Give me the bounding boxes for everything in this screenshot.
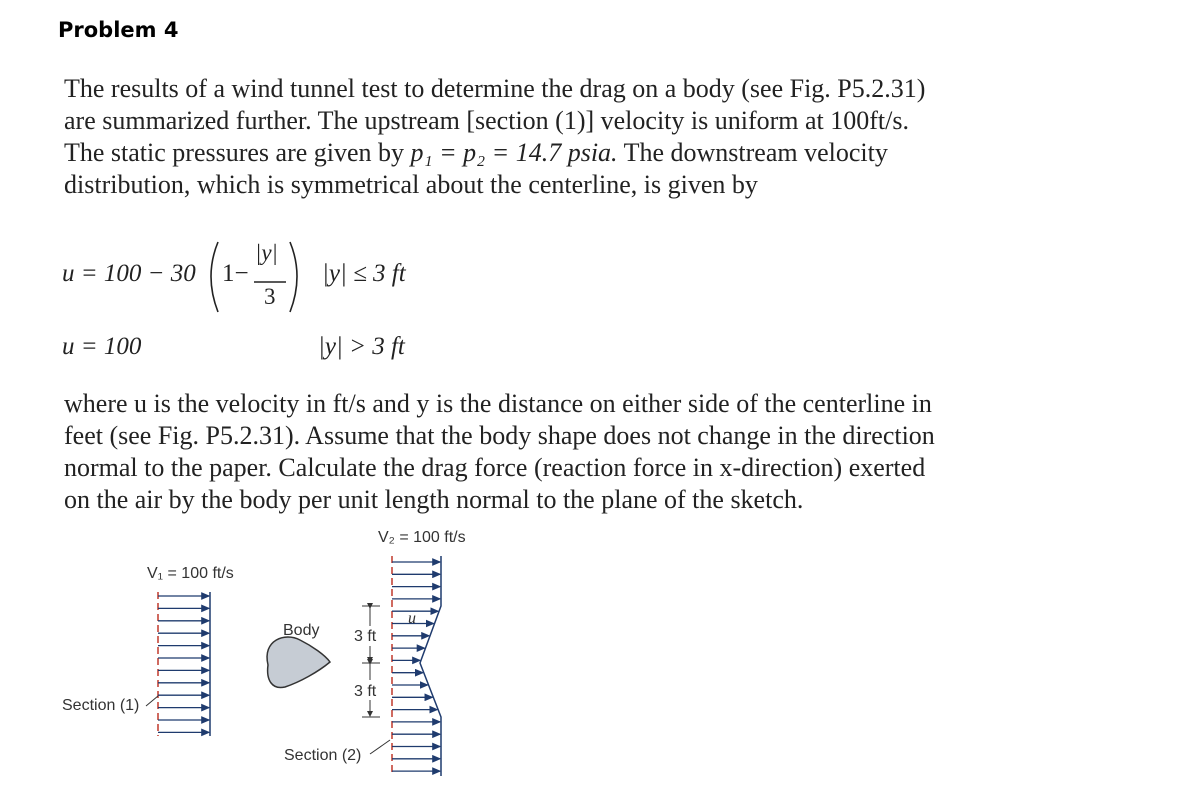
eq2-condition: |y| > 3 ft (318, 333, 405, 360)
v2-label-group (378, 529, 466, 546)
dim-top-label: 3 ft (354, 628, 377, 645)
section-2-profile-line (420, 556, 441, 776)
v2-label: V₂ = 100 ft/s (378, 529, 466, 546)
statement-line-3a: The static pressures are given by (64, 138, 405, 167)
statement-line-3b: The downstream velocity (623, 138, 888, 167)
v1-label: V₁ = 100 ft/s (147, 565, 234, 582)
dimension-marks (352, 606, 380, 717)
problem-heading: Problem 4 (58, 18, 179, 42)
section-1-uniform-profile (158, 592, 210, 736)
task-line-2: feet (see Fig. P5.2.31). Assume that the body shape does not change in the direction (64, 421, 935, 450)
body-shape (267, 637, 330, 688)
pressure-equation: p₁ = p₂ = 14.7 psia. (410, 138, 618, 167)
statement-line-2: are summarized further. The upstream [section (1)] velocity is uniform at 100ft/s. (64, 106, 909, 135)
task-line-4: on the air by the body per unit length normal to the plane of the sketch. (64, 485, 804, 514)
task-line-3: normal to the paper. Calculate the drag force (reaction force in x-direction) exerted (64, 453, 926, 482)
body-label: Body (283, 622, 320, 639)
statement-line-4: distribution, which is symmetrical about the centerline, is given by (64, 170, 758, 199)
eq1-frac-den: 3 (264, 284, 276, 309)
section-1-label: Section (1) (62, 697, 140, 714)
eq1-frac-num: |y| (255, 240, 278, 265)
section-2-leader (370, 740, 390, 754)
u-label: u (408, 610, 416, 627)
eq1-condition: |y| ≤ 3 ft (322, 260, 406, 287)
section-2-label: Section (2) (284, 747, 362, 764)
section-2-velocity-profile (392, 556, 441, 776)
v1-label-group (147, 565, 234, 582)
dim-bottom-label: 3 ft (354, 683, 377, 700)
eq1-one-minus: 1− (222, 260, 249, 287)
eq2-lhs: u = 100 (62, 333, 142, 360)
task-line-1: where u is the velocity in ft/s and y is the distance on either side of the centerline in (64, 389, 932, 418)
statement-line-1: The results of a wind tunnel test to determine the drag on a body (see Fig. P5.2.31) (64, 74, 926, 103)
section-1-leader (146, 696, 158, 706)
eq1-lhs: u = 100 − 30 (62, 260, 196, 287)
